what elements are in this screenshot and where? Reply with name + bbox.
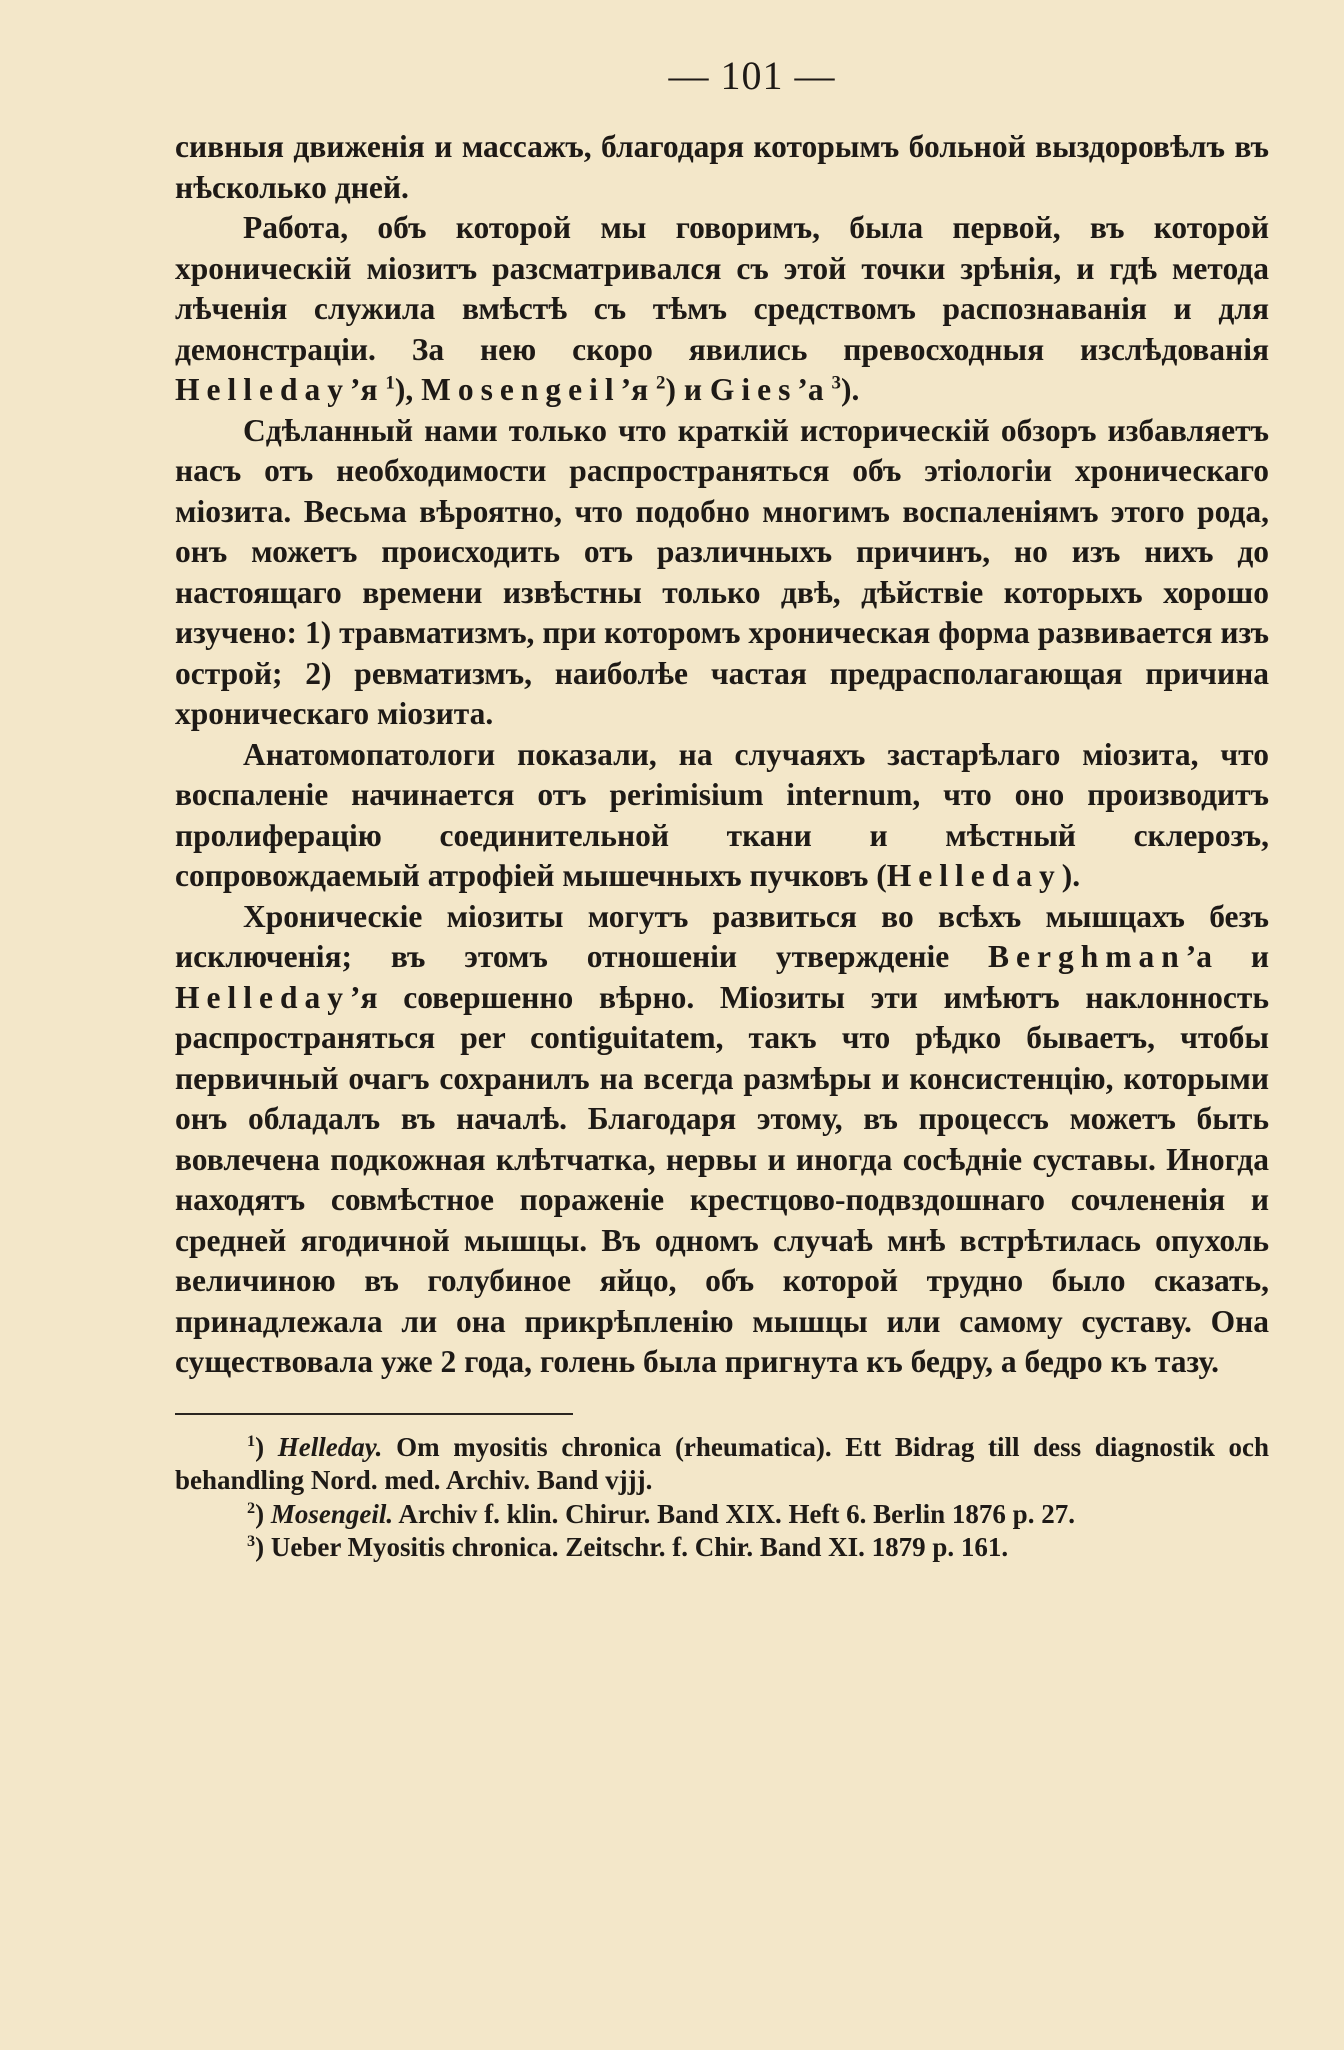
author-name: Mosengeil. xyxy=(270,1498,394,1529)
text-run: Работа, объ которой мы говоримъ, была первой, въ которой хроническій міозитъ разсматривался съ этой точки зрѣнія, и гдѣ метода лѣченія служила вмѣстѣ съ тѣмъ средствомъ распознаванія и для демонстраціи. За нею скоро явились превосходныя изслѣдованія xyxy=(175,210,1269,367)
paragraph xyxy=(175,411,1269,735)
footnote-reference: 3 xyxy=(247,1532,256,1550)
text-run: ) и xyxy=(665,372,710,407)
text-run: ’а xyxy=(797,372,832,407)
footnote xyxy=(175,1498,1269,1532)
text-run: ). xyxy=(840,372,860,407)
author-name: Helleday xyxy=(175,372,350,407)
text-run: ) xyxy=(255,1431,278,1462)
page-number: — 101 — xyxy=(668,53,836,98)
paragraph xyxy=(175,735,1269,897)
text-run: Archiv f. klin. Chirur. Band XIX. Heft 6. Berlin 1876 p. 27. xyxy=(393,1498,1075,1529)
author-name: Helleday xyxy=(886,858,1062,893)
paragraph xyxy=(175,127,1269,208)
text-run: сивныя движенія и массажъ, благодаря которымъ больной выздоровѣлъ въ нѣсколько дней. xyxy=(175,129,1269,205)
text-run: ’я xyxy=(350,372,386,407)
text-run: ) Ueber Myositis chronica. Zeitschr. f. Chir. Band XI. 1879 p. 161. xyxy=(255,1532,1009,1562)
text-run: ’я совершенно вѣрно. Міозиты эти имѣютъ наклонность распространяться xyxy=(175,979,1269,1055)
text-run: Сдѣланный нами только что краткій историческій обзоръ избавляетъ насъ отъ необходимости распространяться объ этіологіи хроническаго міозита. Весьма вѣроятно, что подобно многимъ воспаленіямъ этого рода, онъ можетъ происходить отъ различныхъ причинъ, но изъ нихъ до настоящаго времени извѣстны только двѣ, дѣйствіе которыхъ хорошо изучено: 1) травматизмъ, при которомъ хроническая форма развивается изъ острой; 2) ревматизмъ, наиболѣе частая предрасполагающая причина хроническаго міозита. xyxy=(175,412,1269,731)
footnote-reference: 2 xyxy=(247,1498,256,1517)
text-run: ). xyxy=(1061,858,1081,893)
text-run: ) xyxy=(255,1498,271,1529)
text-run: , что оно производитъ пролиферацію соединительной ткани и мѣстный склерозъ, сопровождаемый атрофіей мышечныхъ пучковъ ( xyxy=(175,777,1269,893)
footnote-reference: 1 xyxy=(385,372,395,394)
footnote xyxy=(175,1531,1269,1565)
text-run: ’а и xyxy=(1185,939,1269,974)
footnote-reference: 1 xyxy=(247,1431,256,1450)
author-name: Berghman xyxy=(988,939,1186,974)
text-run: , такъ что рѣдко бываетъ, чтобы первичный очагъ сохранилъ на всегда размѣры и консистенцію, которыми онъ обладалъ въ началѣ. Благодаря этому, въ процессъ можетъ быть вовлечена подкожная клѣтчатка, нервы и иногда сосѣдніе суставы. Иногда находятъ совмѣстное пораженіе крестцово-подвздошнаго сочлененія и средней ягодичной мышцы. Въ одномъ случаѣ мнѣ встрѣтилась опухоль величиною въ голубиное яйцо, объ которой трудно было сказать, принадлежала ли она прикрѣпленію мышцы или самому суставу. Она существовала уже 2 года, голень была пригнута къ бедру, а бедро къ тазу. xyxy=(175,1020,1270,1379)
footnote-reference: 3 xyxy=(831,372,841,394)
text-run: Хроническіе міозиты могутъ развиться во всѣхъ мышцахъ безъ исключенія; въ этомъ отношеніи утвержденіе xyxy=(175,898,1269,974)
footnote-reference: 2 xyxy=(656,372,666,394)
author-name: Helleday xyxy=(175,979,350,1015)
latin-term: per contiguitatem xyxy=(460,1020,716,1055)
text-run: Анатомопатологи показали, на случаяхъ застарѣлаго міозита, что воспаленіе начинается отъ xyxy=(175,736,1269,812)
author-name: Mosengeil xyxy=(421,372,621,407)
footnote-separator xyxy=(175,1413,573,1415)
paragraph xyxy=(175,208,1269,411)
paragraph xyxy=(175,897,1269,1383)
text-run: ’я xyxy=(620,372,657,407)
text-run: ), xyxy=(394,372,422,407)
author-name: Gies xyxy=(709,372,798,407)
footnote xyxy=(175,1431,1269,1498)
footnotes xyxy=(175,1431,1269,1565)
author-name: Helleday. xyxy=(277,1431,383,1462)
latin-term: perimisium internum xyxy=(609,777,913,812)
text-run: Om myositis chronica (rheumatica). Ett Bidrag till dess diagnostik och behandling Nord. med. Archiv. Band vjjj. xyxy=(175,1431,1269,1495)
main-text xyxy=(175,127,1269,1383)
